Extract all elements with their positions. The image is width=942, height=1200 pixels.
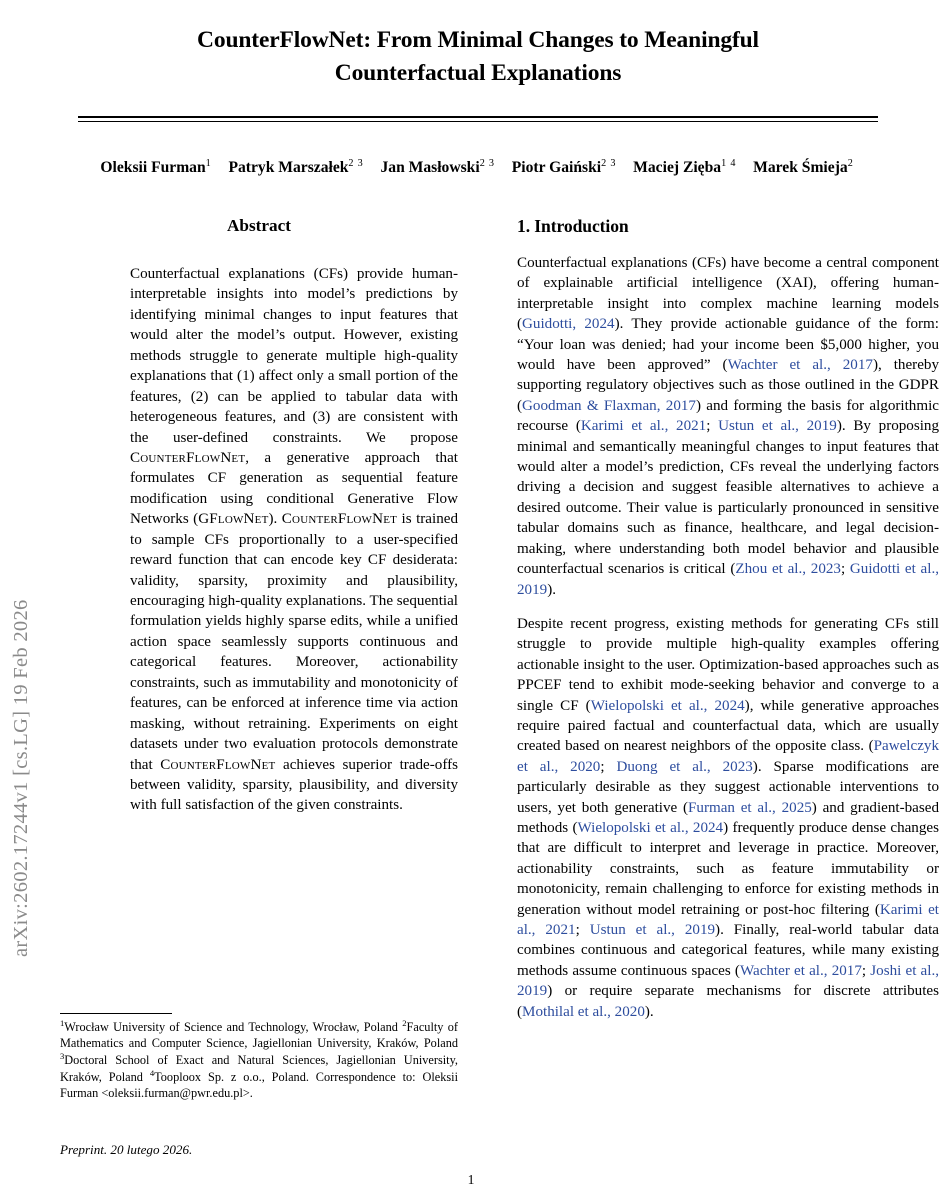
- gflownet-name-smallcaps: GFlowNet: [198, 511, 269, 528]
- abstract-text-3: ).: [268, 511, 282, 528]
- footnote-rule: [60, 1013, 172, 1014]
- text-run: ;: [600, 758, 617, 775]
- citation-link[interactable]: Joshi et al., 2019: [517, 962, 939, 1000]
- abstract-text-1: Counterfactual explanations (CFs) provide human-interpretable insights into model’s predictions by identifying minimal changes to input features that would alter the model’s output. However, existing methods struggle to generate multiple high-quality explanations that (1) affect only a small portion of the features, (2) can be applied to tabular data with heterogeneous features, and (3) are consistent with the user-defined constraints. We propose: [130, 266, 458, 446]
- intro-paragraph-1: [517, 253, 939, 600]
- footnote-affiliations: [60, 1018, 458, 1102]
- arxiv-stamp: arXiv:2602.17244v1 [cs.LG] 19 Feb 2026: [9, 599, 32, 957]
- preprint-note: Preprint. 20 lutego 2026.: [60, 1142, 193, 1157]
- footnote-text: Tooploox Sp. z o.o., Poland. Correspondence to: Oleksii Furman <oleksii.furman@pwr.edu.pl>.: [60, 1070, 458, 1101]
- citation-link[interactable]: Zhou et al., 2023: [735, 561, 841, 578]
- author-entry: [753, 159, 853, 176]
- title-line-2: Counterfactual Explanations: [334, 60, 622, 87]
- text-run: ;: [840, 561, 850, 578]
- text-run: Counterfactual explanations (CFs) have become a central component of explainable artificial intelligence (XAI), offering human-interpretable insight into complex machine learning models (: [517, 255, 939, 333]
- citation-link[interactable]: Duong et al., 2023: [616, 758, 753, 775]
- citation-link[interactable]: Goodman & Flaxman, 2017: [522, 397, 696, 414]
- text-run: ). Sparse modifications are particularly desirable as they suggest actionable interventions to users, yet both generative (: [517, 758, 939, 816]
- abstract-text-4: is trained to sample CFs proportionally to a user-specified reward function that can encode key CF desiderata: validity, sparsity, proximity and plausibility, encouraging high-quality explanations. The sequential formulation yields highly sparse edits, while a unified action space seamlessly supports continuous and categorical features. Moreover, actionability constraints, such as immutability and monotonicity of features, can be enforced at inference time via action masking, without retraining. Experiments on eight datasets under two evaluation protocols demonstrate that: [130, 511, 458, 773]
- page-title: [78, 24, 878, 91]
- footnote-marker: 4: [149, 1068, 155, 1079]
- text-run: Despite recent progress, existing methods for generating CFs still struggle to provide multiple high-quality examples offering actionable insight to the user. Optimization-based approaches such as PPCEF tend to exhibit mode-seeking behavior and converge to a single CF (: [517, 615, 939, 714]
- title-block: [78, 24, 878, 91]
- left-column: [60, 216, 458, 816]
- title-line-1: CounterFlowNet: From Minimal Changes to Meaningful: [197, 27, 759, 53]
- author-affiliation-marker: 2 3: [601, 158, 617, 169]
- text-run: ).: [547, 581, 556, 598]
- text-run: ). Finally, real-world tabular data combines continuous and categorical features, while many existing methods assume continuous spaces (: [517, 922, 940, 979]
- author-entry: [512, 159, 617, 176]
- text-run: ), thereby supporting regulatory objectives such as those outlined in the GDPR (: [517, 357, 939, 414]
- author-entry: [380, 159, 494, 176]
- author-affiliation-marker: 1 4: [721, 158, 737, 169]
- author-affiliation-marker: 1: [205, 158, 212, 169]
- method-name-smallcaps: CounterFlowNet: [130, 449, 246, 466]
- text-run: ) or require separate mechanisms for discrete attributes (: [517, 983, 939, 1020]
- text-run: ;: [706, 418, 719, 435]
- section-heading-introduction: 1. Introduction: [517, 216, 629, 236]
- citation-link[interactable]: Wielopolski et al., 2024: [590, 697, 745, 714]
- citation-link[interactable]: Guidotti, 2024: [522, 316, 615, 333]
- text-run: ). By proposing minimal and semantically meaningful changes to input features that would alter a model’s prediction, CFs reveal the underlying factors driving a decision and suggest feasible alternatives to achieve a desired outcome. Their value is particularly pronounced in sensitive tabular domains such as finance, healthcare, and legal decision-making, where understanding both model behavior and plausible counterfactual scenarios is critical (: [517, 418, 940, 578]
- citation-link[interactable]: Furman et al., 2025: [688, 799, 812, 816]
- text-run: ;: [861, 962, 871, 979]
- method-name-smallcaps: CounterFlowNet: [160, 756, 276, 773]
- citation-link[interactable]: Mothilal et al., 2020: [522, 1003, 645, 1020]
- footnote-text: Wrocław University of Science and Technology, Wrocław, Poland: [64, 1020, 403, 1035]
- citation-link[interactable]: Wielopolski et al., 2024: [577, 819, 724, 836]
- header-rule-bottom: [78, 121, 878, 122]
- author-affiliation-marker: 2: [847, 158, 854, 169]
- right-column: [517, 216, 939, 1022]
- citation-link[interactable]: Wachter et al., 2017: [739, 962, 862, 979]
- page-number: 1: [467, 1172, 475, 1187]
- footnote-text: Doctoral School of Exact and Natural Sciences, Jagiellonian University, Kraków, Poland: [60, 1053, 458, 1085]
- citation-link[interactable]: Guidotti et al., 2019: [517, 561, 939, 598]
- author-entry: [100, 159, 211, 176]
- author-list: [62, 158, 892, 178]
- footnote-marker: 1: [60, 1018, 65, 1028]
- author-name: Jan Masłowski: [380, 159, 480, 177]
- abstract-text-2: , a generative approach that formulates CF generation as sequential feature modification using conditional Generative Flow Networks (: [130, 449, 458, 528]
- intro-paragraph-2: [517, 614, 939, 1022]
- citation-link[interactable]: Pawelczyk et al., 2020: [517, 738, 939, 775]
- text-run: ) and forming the basis for algorithmic recourse (: [517, 397, 939, 435]
- author-name: Marek Śmieja: [753, 159, 848, 177]
- citation-link[interactable]: Ustun et al., 2019: [589, 922, 716, 938]
- author-name: Oleksii Furman: [100, 159, 206, 177]
- author-name: Maciej Zięba: [633, 159, 722, 177]
- abstract-body: [130, 264, 458, 816]
- citation-link[interactable]: Ustun et al., 2019: [718, 418, 837, 435]
- citation-link[interactable]: Wachter et al., 2017: [727, 357, 873, 374]
- author-affiliation-marker: 2 3: [479, 158, 495, 169]
- header-rule-top: [78, 116, 878, 118]
- text-run: ). They provide actionable guidance of the form: “Your loan was denied; had your income been $5,000 higher, you would have been approved” (: [517, 316, 939, 374]
- text-run: ) and gradient-based methods (: [517, 799, 939, 836]
- footnote-marker: 3: [60, 1051, 65, 1062]
- text-run: ;: [575, 922, 590, 938]
- footnote-marker: 2: [402, 1018, 407, 1028]
- text-run: ).: [644, 1003, 654, 1020]
- method-name-smallcaps: CounterFlowNet: [281, 511, 398, 528]
- author-entry: [228, 159, 363, 176]
- abstract-text-5: achieves superior trade-offs between validity, sparsity, plausibility, and diversity with full satisfaction of the given constraints.: [130, 756, 458, 814]
- text-run: ), while generative approaches require paired factual and counterfactual data, which are usually created based on nearest neighbors of the opposite class. (: [517, 697, 939, 755]
- text-run: ) frequently produce dense changes that are difficult to interpret and leverage in practice. Moreover, actionability constraints, such as feature immutability or monotonicity, remain challenging to enforce for existing methods in generation without model retraining or post-hoc filtering (: [517, 819, 939, 918]
- citation-link[interactable]: Karimi et al., 2021: [580, 418, 707, 435]
- author-affiliation-marker: 2 3: [348, 158, 364, 169]
- abstract-heading: Abstract: [227, 216, 291, 235]
- author-name: Patryk Marszałek: [228, 159, 349, 177]
- citation-link[interactable]: Karimi et al., 2021: [517, 901, 939, 938]
- footnote-text: Faculty of Mathematics and Computer Science, Jagiellonian University, Kraków, Poland: [60, 1020, 458, 1051]
- author-entry: [633, 159, 736, 176]
- author-name: Piotr Gaiński: [511, 159, 602, 177]
